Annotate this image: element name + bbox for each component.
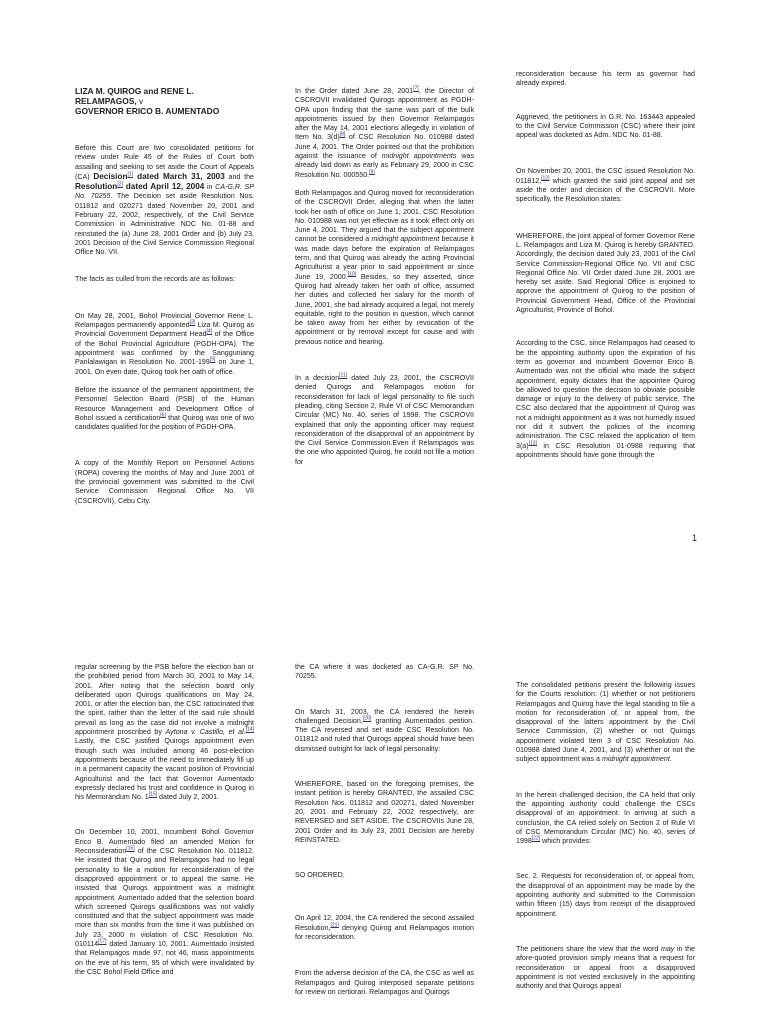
footnote-link[interactable]: [14]: [245, 726, 254, 733]
page1-column-3: [516, 70, 695, 477]
paragraph: Both Relampagos and Quirog moved for reconsideration of the CSCROVII Order, alleging that when the latter took her oath of office on June 1, 2001, CSC Resolution No. 010988 was not yet effective as it took effect only on June 4, 2001. They argued that the subject appointment cannot be considered a midnight appointment because it was made days before the expiration of Relampagos term, and that Quirog was already the acting Provincial Agriculturist a year prior to said appointment or since June 19, 2000.[10] Besides, so they asserted, since Quirog had already taken her oath of office, assumed her duties and collected her salary for the month of June, 2001, she had already acquired a legal, not merely equitable, right to the position in question, which cannot be taken away from her either by revocation of the appointment or by removal except for cause and with previous notice and hearing.: [295, 188, 475, 346]
paragraph: According to the CSC, since Relampagos had ceased to be the appointing authority upon the expiration of his term as governor and incumbent Governor Erico B. Aumentado was not the official who made the subject appointment, equity dictates that the appointee Quirog be allowed to question the decision to obviate possible damage or injury to the delivery of public service. The CSC also declared that the appointment of Quirog was not a midnight appointment as it was not hurriedly issued nor did it subvert the policies of the incoming administration. The CSC relaxed the application of Item 3(a)[13] in CSC Resolution 01-0988 requiring that appointments should have gone through the: [516, 339, 695, 459]
footnote-link[interactable]: [1]: [127, 171, 134, 178]
footnote-link[interactable]: [21]: [330, 922, 339, 929]
footnote-link[interactable]: [6]: [160, 412, 166, 419]
paragraph: In the Order dated June 28, 2001[7], the Director of CSCROVII invalidated Quirogs appointment as PGDH-OPA upon finding that the same was part of the bulk appointments issued by then Governor Relampagos after the May 14, 2001 elections allegedly in violation of Item No. 3(d)[8] of CSC Resolution No. 010988 dated June 4, 2001. The Order pointed out that the prohibition against the issuance of midnight appointments was already laid down as early as February 29, 2000 in CSC Resolution No. 000550.[9]: [295, 85, 475, 179]
paragraph: The petitioners share the view that the word may in the afore-quoted provision simply means that a request for reconsideration or appeal from a disapproved appointment is not vested exclusively in the appointing authority and that Quirogs appeal: [516, 944, 696, 991]
paragraph: The facts as culled from the records are as follows:: [75, 274, 236, 283]
paragraph: regular screening by the PSB before the election ban or the prohibited period from March 30, 2001 to May 14, 2001. After noting that the selection board only deliberated upon Quirogs qualifications on May 24, 2001, or after the election ban, the CSC ratiocinated that the spirit, rather than the letter of the said rule should prevail as long as the case did not involve a midnight appointment proscribed by Aytona v. Castillo, et al.[14] Lastly, the CSC justified Quirogs appointment even though such was included among 46 post-election appointments because of the need to immediately fill up in a permanent capacity the vacant position of Provincial Agriculturist and the fact that Governor Aumentado expressly declared his trust and confidence in Quirog in his Memorandum No. 1[15] dated July 2, 2001.: [75, 663, 254, 802]
paragraph: On November 20, 2001, the CSC issued Resolution No. 011812,[12] which granted the said joint appeal and set aside the order and decision of the CSCROVII. More specifically, the Resolution states:: [516, 167, 695, 204]
footnote-link[interactable]: [16]: [126, 845, 135, 852]
page2-column-3: [516, 681, 695, 1008]
page-number: 1: [692, 533, 698, 543]
footnote-link[interactable]: [13]: [528, 440, 537, 447]
case-title-respondent: GOVERNOR ERICO B. AUMENTADO: [75, 106, 220, 116]
paragraph: In the herein challenged decision, the CA held that only the appointing authority could challenge the CSCs disapproval of an appointment. In arriving at such a conclusion, the CA relied solely on Section 2 of Rule VI of CSC Memorandum Circular (MC) No. 40, series of 1998[22] which provides:: [516, 790, 695, 846]
quoted-paragraph: WHEREFORE, the joint appeal of former Governor Rene L. Relampagos and Liza M. Quirog is hereby GRANTED. Accordingly, the decision dated July 23, 2001 of the Civil Service Commission-Regional Office No. VII and CSC Regional Office No. VII Order dated June 28, 2001 are hereby set aside. Said Regional Office is enjoined to approve the appointment of Quirog to the position of Provincial Government Head, Office of the Provincial Agriculturist, Province of Bohol.: [516, 231, 695, 315]
quoted-paragraph: WHEREFORE, based on the foregoing premises, the instant petition is hereby GRANTED, the assailed CSC Resolution Nos. 011812 and 020271, dated November 20, 2001 and February 22, 2002 respectively, are REVERSED and SET ASIDE. The CSCROVIIs June 28, 2001 Order and its July 23, 2001 Decision are hereby REINSTATED.: [295, 780, 474, 844]
paragraph: On December 10, 2001, incumbent Bohol Governor Erico B. Aumentado filed an amended Motion for Reconsideration[16] of the CSC Resolution No. 011812. He insisted that Quirog and Relampagos had no legal personality to file a motion for reconsideration of the disapproved appointment or to appeal the same. He insisted that Quirogs appointment was a midnight appointment. Aumentado added that the selection board which screened Quirogs qualifications was not validly constituted and that the subject appointment was made more than six months from the time it was published on July 23, 2000 in violation of CSC Resolution No. 010114[17] dated January 10, 2001. Aumentado insisted that Relampagos made 97, not 46, mass appointments on the eve of his term, 95 of which were invalidated by the CSC Bohol Field Office and: [75, 828, 254, 976]
footnote-link[interactable]: [22]: [531, 835, 541, 842]
quoted-paragraph: Sec. 2. Requests for reconsideration of, or appeal from, the disapproval of an appointment may be made by the appointing authority and submitted to the Commission within fifteen (15) days from receipt of the disapproved appointment.: [516, 872, 695, 918]
document-page-2: [0, 650, 768, 1024]
page2-column-2: [295, 663, 474, 1014]
footnote-link[interactable]: [9]: [369, 169, 375, 176]
paragraph: A copy of the Monthly Report on Personnel Actions (ROPA) covering the months of May and June 2001 of the provincial government was submitted to the Civil Service Commission Regional Office No. VII (CSCROVII), Cebu City.: [75, 459, 254, 505]
paragraph: reconsideration because his term as governor had already expired.: [516, 70, 695, 88]
page1-column-2: [295, 87, 474, 484]
page2-column-1: [75, 663, 254, 994]
paragraph: SO ORDERED.: [295, 871, 345, 880]
footnote-link[interactable]: [3]: [189, 319, 196, 326]
case-title-v: v: [136, 96, 144, 106]
footnote-link[interactable]: [20]: [362, 715, 372, 722]
footnote-link[interactable]: [7]: [413, 85, 419, 92]
footnote-link[interactable]: [17]: [98, 938, 107, 945]
paragraph: Before this Court are two consolidated petitions for review under Rule 45 of the Rules of Court both assailing and seeking to set aside the Court of Appeals (CA) Decision[1] dated March 31, 2003 and the Resolution[2] dated April 12, 2004 in CA-G.R. SP No. 70255. The Decision set aside Resolution Nos. 011812 and 020271 dated November 20, 2001 and February 22, 2002, respectively, of the Civil Service Commission in Administrative NDC No. 01-88 and reinstated the (a) June 28, 2001 Order and (b) July 23, 2001 Decision of the Civil Service Commission Regional Office No. VII.: [75, 144, 254, 257]
paragraph: On May 28, 2001, Bohol Provincial Governor Rene L. Relampagos permanently appointed[3] Liza M. Quirog as Provincial Government Department Head[4] of the Office of the Bohol Provincial Agriculture (PGDH-OPA). The appointment was confirmed by the Sangguniang Panlalawigan in Resolution No. 2001-199[5] on June 1, 2001. On even date, Quirog took her oath of office.: [75, 311, 255, 376]
paragraph: On April 12, 2004, the CA rendered the second assailed Resolution,[21] denying Quirog and Relampagos motion for reconsideration.: [295, 914, 474, 942]
paragraph: In a decision[11] dated July 23, 2001, the CSCROVII denied Quirogs and Relampagos motion for reconsideration for lack of legal personality to file such pleading, citing Section 2, Rule VI of CSC Memorandum Circular (MC) No. 40, series of 1998. The CSCROVII explained that only the appointing officer may request reconsideration of the disapproval of an appointment by the Civil Service Commission.Even if Relampagos was the one who appointed Quirog, he could not file a motion for: [295, 372, 474, 466]
footnote-link[interactable]: [8]: [339, 132, 346, 139]
paragraph: the CA where it was docketed as CA-G.R. SP No. 70255.: [295, 663, 474, 681]
case-title-parties: LIZA M. QUIROG and RENE L. RELAMPAGOS,: [75, 86, 194, 106]
paragraph: Aggrieved, the petitioners in G.R. No. 163443 appealed to the Civil Service Commission (CSC) where their joint appeal was docketed as Adm. NDC No. 01-88.: [516, 112, 695, 140]
paragraph: Before the issuance of the permanent appointment, the Personnel Selection Board (PSB) of the Human Resource Management and Development Office of Bohol issued a certification[6] that Quirog was one of two candidates qualified for the position of PGDH-OPA.: [75, 385, 254, 432]
footnote-link[interactable]: [5]: [209, 356, 216, 363]
paragraph: The consolidated petitions present the following issues for the Courts resolution: (1) whether or not petitioners Relampagos and Quirog have the legal standing to file a motion for reconsideration of, or appeal from, the disapproval of the latters appointment by the Civil Service Commission, (2) whether or not Quirogs appointment violated Item 3 of CSC Resolution No. 010988 dated June 4, 2001, and (3) whether or not the subject appointment was a midnight appointment.: [516, 681, 695, 764]
footnote-link[interactable]: [12]: [541, 175, 550, 182]
page-separator: [0, 600, 768, 650]
footnote-link[interactable]: [2]: [117, 181, 123, 188]
footnote-link[interactable]: [10]: [347, 271, 356, 278]
case-title: [75, 86, 254, 116]
footnote-link[interactable]: [15]: [148, 791, 158, 798]
paragraph: On March 31, 2003, the CA rendered the herein challenged Decision,[20] granting Aumentados petition. The CA reversed and set aside CSC Resolution No. 011812 and ruled that Quirogs appeal should have been dismissed outright for lack of legal personality:: [295, 707, 474, 753]
paragraph: From the adverse decision of the CA, the CSC as well as Relampagos and Quirog interposed separate petitions for review on certiorari. Relampagos and Quirogs: [295, 969, 474, 996]
page1-column-1: [75, 86, 254, 523]
footnote-link[interactable]: [4]: [206, 329, 213, 336]
footnote-link[interactable]: [11]: [339, 372, 348, 379]
